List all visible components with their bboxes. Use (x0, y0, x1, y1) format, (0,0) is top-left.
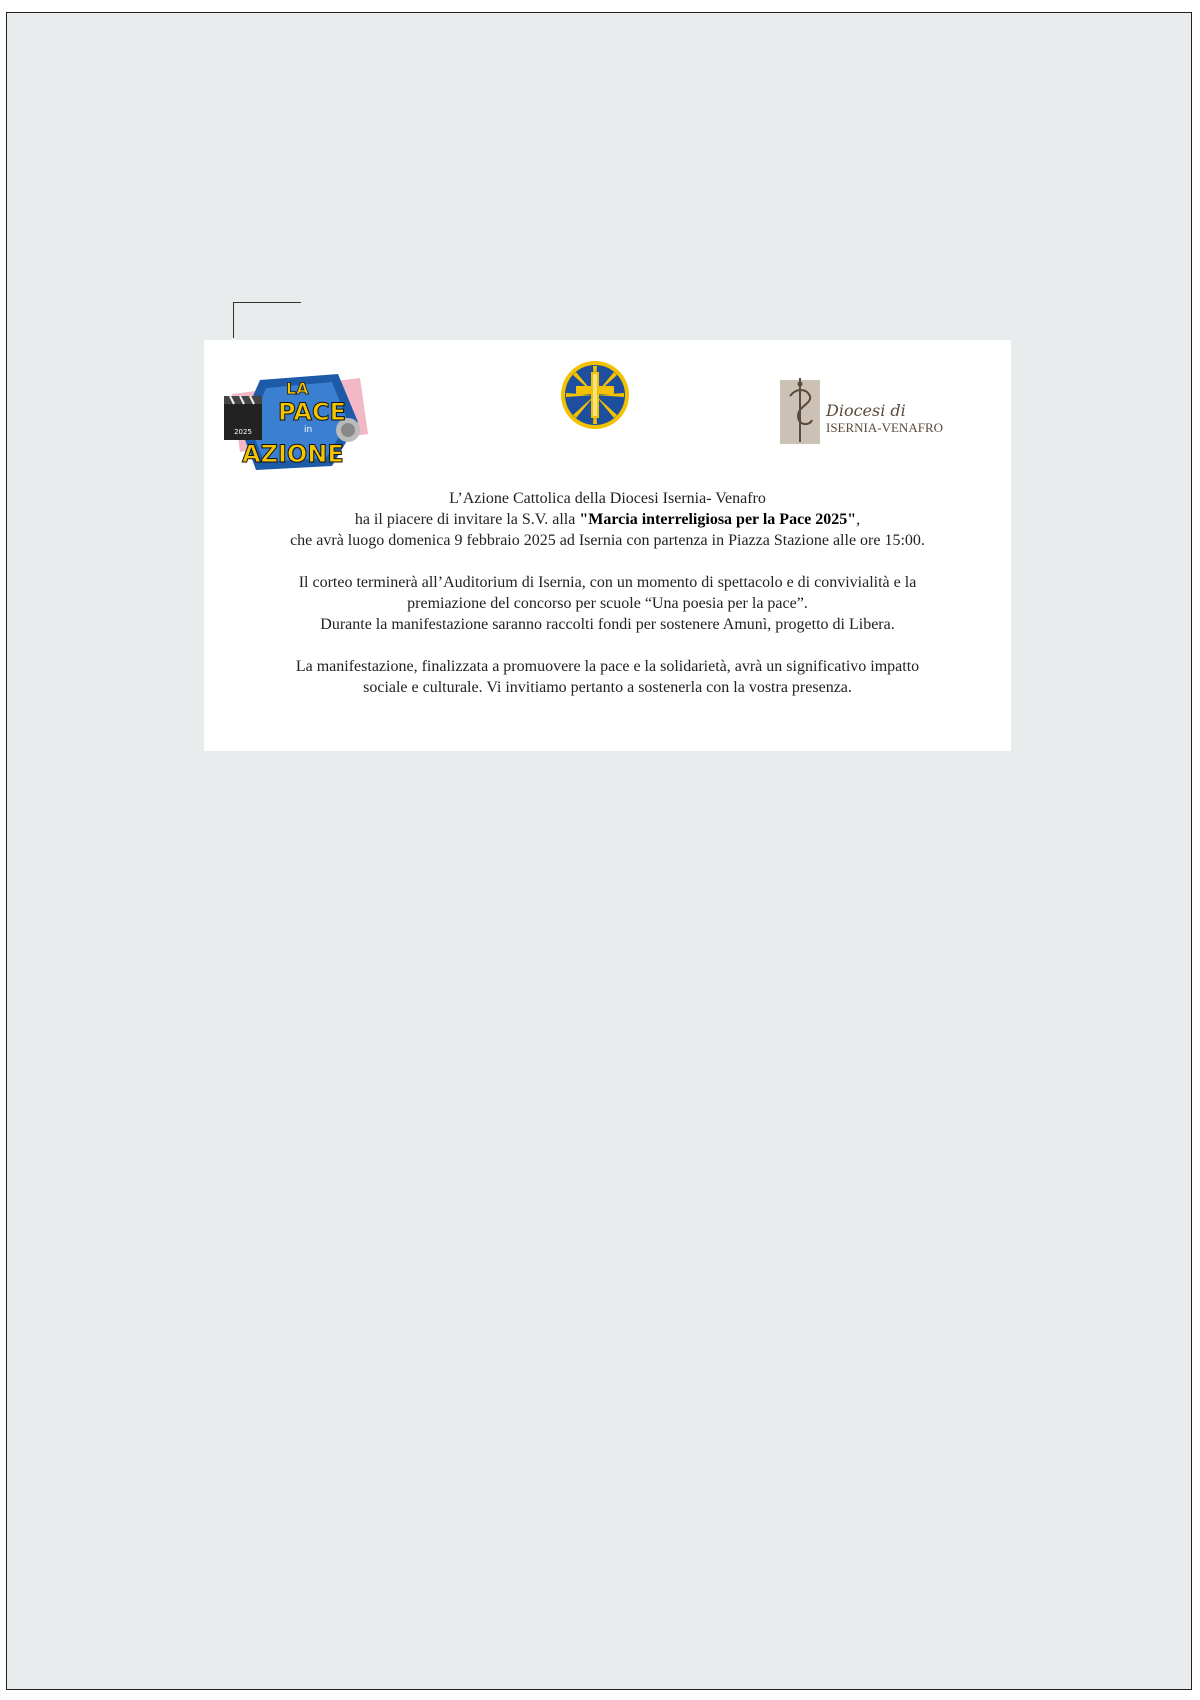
invitation-line-2-suffix: , (856, 511, 861, 528)
paragraph-2-line-3: Durante la manifestazione saranno raccolti fondi per sostenere Amunì, progetto di Libera. (320, 616, 895, 633)
pace-in-azione-logo (220, 374, 370, 474)
diocese-isernia-venafro-logo (776, 376, 972, 448)
cross-sunburst-icon (560, 360, 630, 430)
svg-text:AZIONE: AZIONE (242, 440, 344, 468)
invitation-line-1: L’Azione Cattolica della Diocesi Isernia- Venafro (449, 490, 766, 507)
svg-text:Diocesi di: Diocesi di (826, 401, 906, 420)
svg-text:PACE: PACE (278, 398, 346, 426)
crop-mark-horizontal (233, 302, 301, 303)
azione-cattolica-emblem (560, 360, 630, 430)
svg-text:ISERNIA-VENAFRO: ISERNIA-VENAFRO (826, 420, 943, 435)
paragraph-3-line-2: sociale e culturale. Vi invitiamo pertanto a sostenerla con la vostra presenza. (363, 679, 852, 696)
invitation-line-2-prefix: ha il piacere di invitare la S.V. alla (354, 511, 580, 528)
paragraph-2-line-2: premiazione del concorso per scuole “Una poesia per la pace”. (407, 595, 808, 612)
invitation-card (204, 340, 1011, 751)
svg-text:LA: LA (286, 379, 309, 398)
pace-in-azione-logo-graphic (220, 374, 370, 474)
event-name: "Marcia interreligiosa per la Pace 2025" (579, 511, 857, 528)
paragraph-3-line-1: La manifestazione, finalizzata a promuovere la pace e la solidarietà, avrà un significativo impatto (295, 658, 920, 675)
svg-text:2025: 2025 (234, 428, 252, 436)
invitation-line-2 (204, 509, 1011, 530)
invitation-line-3: che avrà luogo domenica 9 febbraio 2025 ad Isernia con partenza in Piazza Stazione alle ore 15:00. (290, 532, 925, 549)
page-frame (6, 12, 1192, 1690)
diocese-logo-graphic (776, 376, 972, 448)
crop-mark-vertical (233, 302, 234, 338)
invitation-text (204, 488, 1011, 698)
paragraph-2-line-1: Il corteo terminerà all’Auditorium di Isernia, con un momento di spettacolo e di convivialità e la (298, 574, 917, 591)
svg-text:in: in (304, 425, 313, 435)
